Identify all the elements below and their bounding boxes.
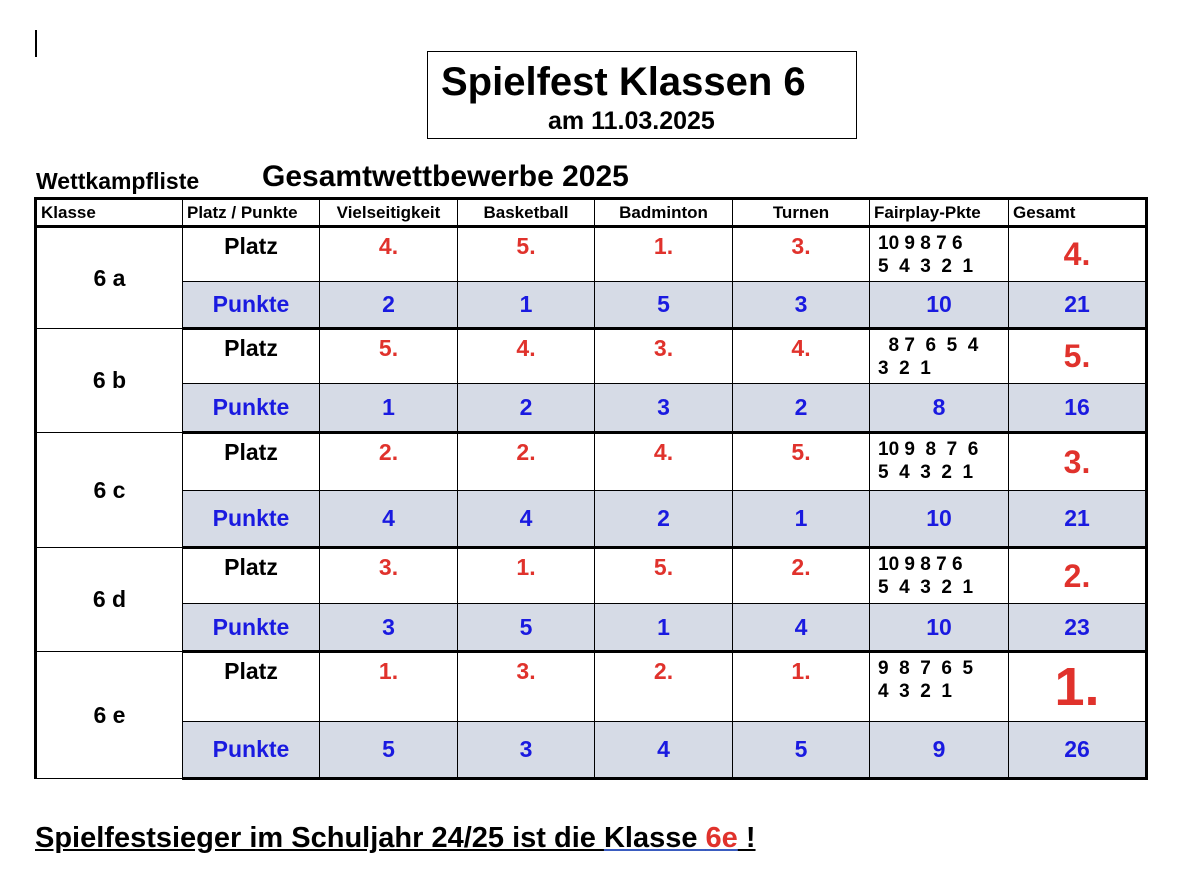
- gesamt-platz: 5.: [1009, 329, 1147, 384]
- table-header-row: [36, 199, 1147, 227]
- fairplay-scale-line2: 3 2 1: [878, 358, 931, 379]
- header-fairplay: Fairplay-Pkte: [870, 199, 1009, 227]
- punkte-label: Punkte: [183, 604, 320, 652]
- platz-vielseitigkeit: 1.: [320, 652, 458, 722]
- header-basketball: Basketball: [458, 199, 595, 227]
- punkte-fairplay: 10: [870, 282, 1009, 329]
- table-row: [36, 722, 1147, 779]
- fairplay-scale: [870, 227, 1009, 282]
- punkte-turnen: 5: [733, 722, 870, 779]
- fairplay-scale-line1: 9 8 7 6 5: [878, 658, 974, 679]
- klasse-cell: 6 e: [36, 652, 183, 779]
- gesamt-punkte: 16: [1009, 384, 1147, 433]
- platz-badminton: 3.: [595, 329, 733, 384]
- winner-prefix: Spielfestsieger im Schuljahr 24/25 ist die: [35, 822, 604, 854]
- gesamt-punkte: 23: [1009, 604, 1147, 652]
- gesamt-platz: 3.: [1009, 433, 1147, 491]
- punkte-fairplay: 10: [870, 491, 1009, 548]
- table-row: [36, 227, 1147, 282]
- punkte-vielseitigkeit: 5: [320, 722, 458, 779]
- header-vielseitigkeit: Vielseitigkeit: [320, 199, 458, 227]
- fairplay-scale: [870, 433, 1009, 491]
- punkte-vielseitigkeit: 3: [320, 604, 458, 652]
- results-table: [34, 197, 1148, 780]
- platz-label: Platz: [183, 652, 320, 722]
- fairplay-scale-line1: 10 9 8 7 6: [878, 554, 963, 575]
- punkte-label: Punkte: [183, 384, 320, 433]
- header-klasse: Klasse: [36, 199, 183, 227]
- punkte-vielseitigkeit: 2: [320, 282, 458, 329]
- punkte-fairplay: 9: [870, 722, 1009, 779]
- punkte-label: Punkte: [183, 491, 320, 548]
- platz-badminton: 1.: [595, 227, 733, 282]
- gesamt-platz: 2.: [1009, 548, 1147, 604]
- punkte-label: Punkte: [183, 282, 320, 329]
- platz-basketball: 3.: [458, 652, 595, 722]
- platz-label: Platz: [183, 548, 320, 604]
- punkte-badminton: 5: [595, 282, 733, 329]
- punkte-fairplay: 8: [870, 384, 1009, 433]
- fairplay-scale: [870, 329, 1009, 384]
- platz-basketball: 5.: [458, 227, 595, 282]
- punkte-vielseitigkeit: 1: [320, 384, 458, 433]
- text-cursor: [35, 30, 37, 57]
- header-badminton: Badminton: [595, 199, 733, 227]
- winner-klasse-word: Klasse: [603, 822, 706, 854]
- winner-announcement: [35, 822, 756, 855]
- punkte-vielseitigkeit: 4: [320, 491, 458, 548]
- punkte-basketball: 3: [458, 722, 595, 779]
- table-row: [36, 652, 1147, 722]
- punkte-badminton: 3: [595, 384, 733, 433]
- page-title: Spielfest Klassen 6: [441, 60, 806, 104]
- title-box: [427, 51, 857, 139]
- platz-turnen: 4.: [733, 329, 870, 384]
- punkte-turnen: 4: [733, 604, 870, 652]
- fairplay-scale-line2: 4 3 2 1: [878, 681, 952, 702]
- table-row: [36, 433, 1147, 491]
- table-row: [36, 282, 1147, 329]
- fairplay-scale-line1: 10 9 8 7 6: [878, 233, 963, 254]
- header-turnen: Turnen: [733, 199, 870, 227]
- fairplay-scale: [870, 652, 1009, 722]
- platz-label: Platz: [183, 227, 320, 282]
- table-row: [36, 329, 1147, 384]
- fairplay-scale-line2: 5 4 3 2 1: [878, 462, 974, 483]
- punkte-basketball: 1: [458, 282, 595, 329]
- gesamt-punkte: 21: [1009, 491, 1147, 548]
- gesamt-platz: 1.: [1009, 652, 1147, 722]
- platz-turnen: 5.: [733, 433, 870, 491]
- platz-badminton: 4.: [595, 433, 733, 491]
- platz-vielseitigkeit: 3.: [320, 548, 458, 604]
- list-heading: Gesamtwettbewerbe 2025: [262, 160, 629, 193]
- gesamt-punkte: 26: [1009, 722, 1147, 779]
- platz-basketball: 4.: [458, 329, 595, 384]
- table-row: [36, 491, 1147, 548]
- fairplay-scale-line1: 10 9 8 7 6: [878, 439, 979, 460]
- platz-basketball: 2.: [458, 433, 595, 491]
- winner-class: 6e: [705, 822, 738, 854]
- punkte-badminton: 2: [595, 491, 733, 548]
- platz-badminton: 5.: [595, 548, 733, 604]
- klasse-cell: 6 a: [36, 227, 183, 329]
- platz-turnen: 3.: [733, 227, 870, 282]
- table-row: [36, 604, 1147, 652]
- fairplay-scale-line2: 5 4 3 2 1: [878, 577, 974, 598]
- platz-vielseitigkeit: 2.: [320, 433, 458, 491]
- gesamt-platz: 4.: [1009, 227, 1147, 282]
- fairplay-scale-line2: 5 4 3 2 1: [878, 256, 974, 277]
- gesamt-punkte: 21: [1009, 282, 1147, 329]
- punkte-basketball: 4: [458, 491, 595, 548]
- platz-label: Platz: [183, 433, 320, 491]
- klasse-cell: 6 d: [36, 548, 183, 652]
- platz-turnen: 1.: [733, 652, 870, 722]
- platz-basketball: 1.: [458, 548, 595, 604]
- punkte-label: Punkte: [183, 722, 320, 779]
- list-label: Wettkampfliste: [36, 168, 200, 194]
- klasse-cell: 6 c: [36, 433, 183, 548]
- winner-suffix: !: [737, 822, 756, 854]
- punkte-turnen: 2: [733, 384, 870, 433]
- punkte-badminton: 4: [595, 722, 733, 779]
- punkte-turnen: 3: [733, 282, 870, 329]
- event-date: am 11.03.2025: [548, 107, 715, 135]
- platz-turnen: 2.: [733, 548, 870, 604]
- punkte-turnen: 1: [733, 491, 870, 548]
- table-row: [36, 548, 1147, 604]
- header-gesamt: Gesamt: [1009, 199, 1147, 227]
- punkte-badminton: 1: [595, 604, 733, 652]
- klasse-cell: 6 b: [36, 329, 183, 433]
- punkte-fairplay: 10: [870, 604, 1009, 652]
- platz-vielseitigkeit: 4.: [320, 227, 458, 282]
- table-row: [36, 384, 1147, 433]
- platz-vielseitigkeit: 5.: [320, 329, 458, 384]
- punkte-basketball: 5: [458, 604, 595, 652]
- fairplay-scale: [870, 548, 1009, 604]
- platz-badminton: 2.: [595, 652, 733, 722]
- fairplay-scale-line1: 8 7 6 5 4: [878, 335, 979, 356]
- punkte-basketball: 2: [458, 384, 595, 433]
- header-platz-punkte: Platz / Punkte: [183, 199, 320, 227]
- platz-label: Platz: [183, 329, 320, 384]
